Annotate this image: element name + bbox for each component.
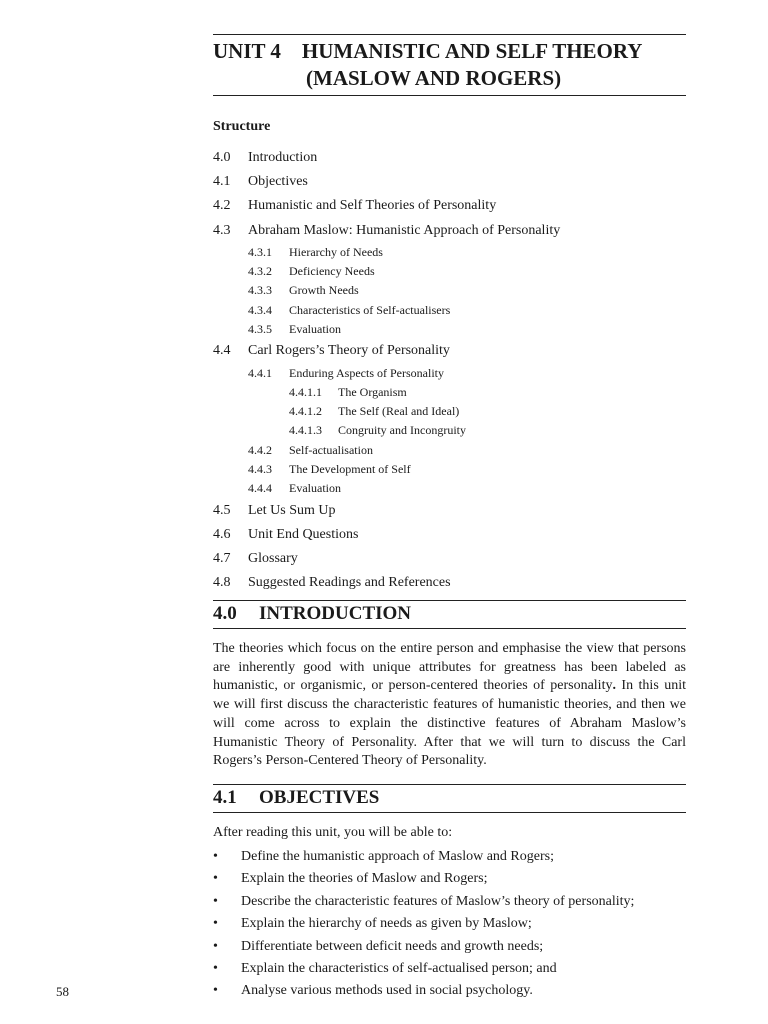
unit-title-line2: (MASLOW AND ROGERS) [306, 66, 562, 90]
toc-subitem [213, 301, 693, 320]
toc-text: Objectives [248, 174, 308, 190]
toc-text: The Development of Self [289, 461, 411, 476]
toc-text: Characteristics of Self-actualisers [289, 302, 451, 317]
toc-item [213, 547, 693, 571]
toc-number: 4.3 [213, 222, 231, 238]
toc-item [213, 571, 693, 595]
toc-number: 4.7 [213, 550, 231, 566]
toc-text: Hierarchy of Needs [289, 244, 383, 259]
objective-text: Explain the characteristics of self-actualised person; and [241, 961, 557, 977]
toc-text: Growth Needs [289, 283, 359, 298]
list-item [213, 958, 686, 980]
introduction-paragraph [213, 640, 686, 771]
objective-text: Describe the characteristic features of Maslow’s theory of personality; [241, 893, 635, 909]
toc-text: Evaluation [289, 481, 341, 496]
list-item [213, 913, 686, 935]
toc-subitem [213, 262, 693, 281]
toc-number: 4.0 [213, 150, 231, 165]
toc-item [213, 194, 693, 218]
unit-label: UNIT 4 [213, 39, 281, 63]
toc-text: Let Us Sum Up [248, 502, 336, 518]
objective-text: Define the humanistic approach of Maslow and Rogers; [241, 849, 554, 864]
toc-text: Suggested Readings and References [248, 575, 451, 591]
toc-text: Introduction [248, 150, 318, 165]
toc-number: 4.3.1 [248, 244, 272, 259]
toc-number: 4.4.2 [248, 442, 272, 457]
objective-text: Explain the hierarchy of needs as given by Maslow; [241, 916, 532, 932]
structure-label: Structure [213, 119, 271, 134]
toc-number: 4.4.1 [248, 365, 272, 380]
toc-number: 4.2 [213, 198, 231, 214]
toc-text: Deficiency Needs [289, 264, 375, 279]
toc-number: 4.3.2 [248, 264, 272, 279]
objective-text: Analyse various methods used in social psychology. [241, 983, 533, 999]
list-item [213, 980, 686, 1002]
unit-title-line1 [213, 38, 686, 65]
bullet-icon: • [213, 938, 218, 954]
intro-bold-period: . [612, 678, 616, 694]
toc-number: 4.1 [213, 174, 231, 190]
unit-header [213, 34, 686, 96]
toc-text: Carl Rogers’s Theory of Personality [248, 343, 450, 359]
toc-number: 4.3.5 [248, 322, 272, 336]
toc-number: 4.3.4 [248, 302, 272, 317]
objectives-lead: After reading this unit, you will be able to: [213, 825, 453, 840]
toc-subitem [213, 281, 693, 300]
list-item [213, 891, 686, 913]
toc-text: The Self (Real and Ideal) [338, 404, 460, 419]
toc-subsubitem [213, 402, 693, 421]
toc-text: Glossary [248, 550, 298, 566]
bullet-icon: • [213, 916, 218, 932]
toc-item [213, 523, 693, 547]
toc-item [213, 219, 693, 243]
toc-subitem [213, 364, 693, 383]
structure-toc [213, 119, 693, 595]
bullet-icon: • [213, 871, 218, 887]
toc-number: 4.4 [213, 343, 231, 359]
toc-number: 4.6 [213, 526, 231, 542]
bullet-icon: • [213, 983, 218, 999]
section-number: 4.1 [213, 787, 237, 808]
bullet-icon: • [213, 849, 218, 864]
toc-text: Abraham Maslow: Humanistic Approach of Personality [248, 222, 561, 238]
toc-subsubitem [213, 383, 693, 402]
toc-text: Humanistic and Self Theories of Personality [248, 198, 497, 214]
toc-number: 4.4.1.1 [289, 384, 322, 399]
list-item [213, 936, 686, 958]
toc-subitem [213, 320, 693, 339]
bullet-icon: • [213, 893, 218, 909]
toc-subitem [213, 460, 693, 479]
list-item [213, 868, 686, 890]
toc-text: Enduring Aspects of Personality [289, 365, 444, 380]
toc-subitem [213, 243, 693, 262]
toc-number: 4.5 [213, 502, 231, 518]
introduction-heading [213, 600, 686, 629]
section-title: OBJECTIVES [259, 787, 380, 808]
toc-item [213, 146, 693, 170]
bottom-rule [213, 95, 686, 96]
toc-text: Evaluation [289, 322, 341, 336]
list-item [213, 846, 686, 868]
section-number: 4.0 [213, 603, 237, 624]
toc-number: 4.4.1.2 [289, 404, 322, 419]
unit-title [213, 35, 686, 95]
toc-number: 4.3.3 [248, 283, 272, 298]
toc-subitem [213, 441, 693, 460]
intro-text-2: In this unit we will first discuss the characteristic features of humanistic theories, and then we will come across to explain the distinctive features of Abraham Maslow’s Humanistic Theory of Personality. After that we will turn to discuss the Carl Rogers’s Person-Centered Theory of Personality. [213, 678, 686, 769]
toc-item [213, 499, 693, 523]
objective-text: Explain the theories of Maslow and Rogers; [241, 871, 488, 887]
section-title: INTRODUCTION [259, 603, 412, 624]
toc-number: 4.4.4 [248, 481, 272, 496]
toc-text: Congruity and Incongruity [338, 423, 466, 438]
unit-title-text: HUMANISTIC AND SELF THEORY [301, 39, 643, 63]
toc-number: 4.4.1.3 [289, 423, 322, 438]
objective-text: Differentiate between deficit needs and growth needs; [241, 938, 544, 954]
toc-number: 4.8 [213, 575, 231, 591]
toc-item [213, 339, 693, 363]
toc-number: 4.4.3 [248, 461, 272, 476]
toc-item [213, 170, 693, 194]
page-number: 58 [56, 984, 69, 999]
intro-text-1: The theories which focus on the entire person and emphasise the view that persons are inherently good with unique attributes for greatness has been labeled as humanistic, or organismic, or person-centered theories of personality [213, 641, 686, 694]
toc-text: The Organism [338, 384, 407, 399]
objectives-list [213, 846, 686, 1003]
objectives-heading [213, 784, 686, 813]
bullet-icon: • [213, 961, 218, 977]
toc-text: Unit End Questions [248, 526, 359, 542]
toc-text: Self-actualisation [289, 442, 373, 457]
toc-subsubitem [213, 421, 693, 440]
toc-subitem [213, 479, 693, 498]
